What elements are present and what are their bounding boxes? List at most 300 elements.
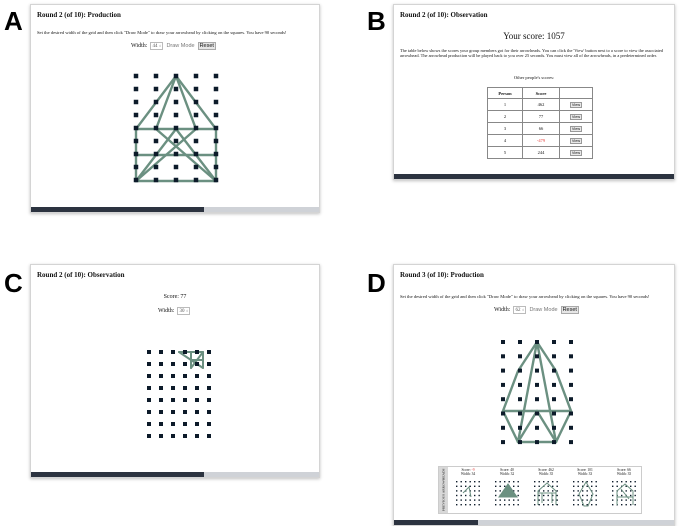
grid-square[interactable] — [159, 410, 163, 414]
thumb-square — [500, 499, 501, 500]
grid-square[interactable] — [159, 398, 163, 402]
thumb-square — [504, 481, 505, 482]
thumb-square — [621, 495, 622, 496]
others-label: Other people's scores: — [513, 75, 555, 80]
grid-square[interactable] — [535, 369, 539, 373]
grid-square[interactable] — [207, 362, 211, 366]
page-title: Round 2 (of 10): Observation — [400, 11, 488, 19]
grid-square[interactable] — [535, 426, 539, 430]
grid-square[interactable] — [501, 354, 505, 358]
grid-square[interactable] — [171, 362, 175, 366]
width-label: Width: — [131, 43, 148, 49]
grid-square[interactable] — [183, 362, 187, 366]
page-title: Round 3 (of 10): Production — [400, 271, 484, 279]
thumb-square — [630, 499, 631, 500]
progress-bar-fill — [394, 520, 478, 525]
thumb-square — [612, 481, 613, 482]
grid-square[interactable] — [159, 374, 163, 378]
playback-grid — [145, 348, 215, 440]
thumb-square — [573, 504, 574, 505]
grid-square[interactable] — [214, 87, 219, 92]
thumb-square — [504, 499, 505, 500]
thumb-square — [587, 481, 588, 482]
grid-square[interactable] — [171, 398, 175, 402]
panel-a-production — [30, 4, 320, 213]
grid-square[interactable] — [552, 412, 556, 416]
grid-square[interactable] — [214, 126, 219, 131]
grid-square[interactable] — [518, 426, 522, 430]
thumb-square — [518, 504, 519, 505]
grid-square[interactable] — [194, 178, 199, 183]
thumb-square — [504, 486, 505, 487]
explanation-text: The table below shows the scores your group members got for their arrowheads. You can click the 'View' button next to a score to view the associated arrowhead. The arrowhead production will be played back to you over 25 seconds. You must view all of the arrowheads, in a predetermined order. — [400, 48, 663, 59]
grid-square[interactable] — [552, 440, 556, 444]
grid-square[interactable] — [214, 165, 219, 170]
grid-square[interactable] — [194, 74, 199, 79]
grid-square[interactable] — [569, 383, 573, 387]
reset-button[interactable]: Reset — [199, 43, 214, 49]
instructions: Set the desired width of the grid and then click "Draw Mode" to draw your arrowhead by clicking on the squares. You have 90 seconds! — [37, 30, 287, 35]
grid-square[interactable] — [195, 398, 199, 402]
thumb-square — [573, 486, 574, 487]
grid-square[interactable] — [552, 340, 556, 344]
width-controls — [494, 306, 579, 314]
grid-square[interactable] — [174, 74, 179, 79]
thumb-square — [578, 499, 579, 500]
grid-square[interactable] — [194, 126, 199, 131]
thumb-square — [635, 499, 636, 500]
draw-mode-button[interactable]: Draw Mode — [529, 307, 558, 313]
thumb-square — [495, 504, 496, 505]
thumb-square — [474, 481, 475, 482]
header-person: Person — [488, 88, 523, 99]
grid-square[interactable] — [174, 126, 179, 131]
grid-square[interactable] — [147, 350, 151, 354]
thumb-square — [626, 490, 627, 491]
progress-bar-fill — [31, 207, 204, 212]
thumb-square — [573, 495, 574, 496]
grid-square[interactable] — [183, 422, 187, 426]
header-view — [560, 88, 593, 99]
label-b: B — [367, 6, 386, 36]
thumb-square — [635, 504, 636, 505]
label-d: D — [367, 268, 386, 298]
thumb-square — [591, 486, 592, 487]
thumb-square — [504, 504, 505, 505]
reset-button[interactable]: Reset — [562, 307, 577, 313]
thumb-square — [626, 499, 627, 500]
thumb-square — [500, 481, 501, 482]
grid-square[interactable] — [183, 374, 187, 378]
width-input[interactable]: 44 ⇕ — [152, 43, 162, 49]
grid-square[interactable] — [501, 369, 505, 373]
grid-square[interactable] — [174, 100, 179, 105]
grid-square[interactable] — [174, 113, 179, 118]
thumb-square — [509, 499, 510, 500]
thumb-square — [630, 504, 631, 505]
table-row: 4 -479 View — [488, 135, 593, 147]
thumb-square — [573, 481, 574, 482]
thumb-1[interactable]: Score: -9 Width: 34 — [460, 468, 476, 477]
view-button[interactable]: View — [571, 103, 581, 107]
thumb-square — [534, 504, 535, 505]
grid-square[interactable] — [171, 350, 175, 354]
thumb-square — [539, 495, 540, 496]
grid-square[interactable] — [174, 165, 179, 170]
thumb-square — [630, 495, 631, 496]
thumb-square — [518, 481, 519, 482]
grid-square[interactable] — [147, 386, 151, 390]
grid-square[interactable] — [207, 398, 211, 402]
thumb-square — [474, 490, 475, 491]
thumb-square — [587, 495, 588, 496]
thumb-square — [500, 504, 501, 505]
grid-square[interactable] — [207, 350, 211, 354]
grid-square[interactable] — [134, 152, 139, 157]
spinner-icon[interactable]: ⇕ — [521, 308, 525, 312]
thumb-square — [548, 504, 549, 505]
thumb-square — [635, 481, 636, 482]
grid-square[interactable] — [159, 386, 163, 390]
thumb-square — [578, 490, 579, 491]
thumb-square — [495, 486, 496, 487]
grid-square[interactable] — [501, 412, 505, 416]
thumb-square — [513, 486, 514, 487]
thumb-square — [456, 504, 457, 505]
grid-square[interactable] — [569, 412, 573, 416]
thumb-square — [509, 481, 510, 482]
thumb-square — [557, 486, 558, 487]
grid-square[interactable] — [154, 87, 159, 92]
grid-square[interactable] — [501, 383, 505, 387]
grid-square[interactable] — [147, 398, 151, 402]
table-row: 3 66 View — [488, 123, 593, 135]
thumb-square — [617, 481, 618, 482]
thumb-square — [465, 495, 466, 496]
thumb-square — [612, 504, 613, 505]
thumb-square — [635, 495, 636, 496]
width-input[interactable]: 62 ⇕ — [515, 307, 525, 313]
thumb-square — [479, 499, 480, 500]
thumb-square — [513, 499, 514, 500]
thumb-square — [461, 495, 462, 496]
grid-square[interactable] — [174, 178, 179, 183]
thumb-square — [548, 499, 549, 500]
grid-square[interactable] — [159, 350, 163, 354]
thumb-square — [543, 504, 544, 505]
grid-square[interactable] — [183, 350, 187, 354]
grid-square[interactable] — [194, 139, 199, 144]
view-button[interactable]: View — [571, 115, 581, 119]
grid-square[interactable] — [194, 100, 199, 105]
thumb-square — [534, 499, 535, 500]
thumb-square — [479, 504, 480, 505]
thumb-square — [539, 499, 540, 500]
grid-square[interactable] — [569, 440, 573, 444]
grid-square[interactable] — [535, 340, 539, 344]
grid-square[interactable] — [214, 139, 219, 144]
thumb-square — [578, 495, 579, 496]
grid-square[interactable] — [501, 397, 505, 401]
thumb-square — [621, 504, 622, 505]
grid-square[interactable] — [195, 434, 199, 438]
grid-square[interactable] — [171, 374, 175, 378]
grid-square[interactable] — [171, 434, 175, 438]
thumb-square — [474, 499, 475, 500]
thumb-square — [461, 490, 462, 491]
grid-square[interactable] — [569, 397, 573, 401]
grid-square[interactable] — [207, 374, 211, 378]
thumb-square — [630, 486, 631, 487]
table-row: 2 77 View — [488, 111, 593, 123]
thumb-2[interactable]: Score: 40 Width: 32 — [499, 468, 515, 477]
thumb-square — [612, 486, 613, 487]
grid-square[interactable] — [154, 165, 159, 170]
grid-square[interactable] — [134, 165, 139, 170]
thumb-5[interactable]: Score: 66 Width: 35 — [616, 468, 632, 477]
grid-square[interactable] — [195, 362, 199, 366]
width-input[interactable]: 30 ⇕ — [179, 308, 189, 314]
thumb-square — [479, 495, 480, 496]
grid-square[interactable] — [134, 113, 139, 118]
grid-square[interactable] — [569, 369, 573, 373]
grid-square[interactable] — [183, 434, 187, 438]
view-button[interactable]: View — [571, 127, 581, 131]
panel-c-observation — [30, 264, 320, 478]
page-title: Round 2 (of 10): Production — [37, 11, 121, 19]
grid-square[interactable] — [194, 113, 199, 118]
thumb-square — [635, 486, 636, 487]
thumb-square — [495, 490, 496, 491]
grid-square[interactable] — [174, 139, 179, 144]
thumb-square — [500, 486, 501, 487]
grid-square[interactable] — [518, 383, 522, 387]
grid-square[interactable] — [518, 440, 522, 444]
spinner-icon[interactable]: ⇕ — [158, 44, 162, 48]
thumb-square — [474, 495, 475, 496]
draw-mode-button[interactable]: Draw Mode — [166, 43, 195, 49]
grid-square[interactable] — [214, 74, 219, 79]
thumb-square — [461, 499, 462, 500]
grid-square[interactable] — [147, 374, 151, 378]
grid-square[interactable] — [134, 74, 139, 79]
thumb-square — [630, 490, 631, 491]
drawing-grid[interactable] — [131, 67, 221, 187]
grid-square[interactable] — [195, 422, 199, 426]
thumb-square — [474, 486, 475, 487]
spinner-icon[interactable]: ⇕ — [185, 309, 189, 313]
thumb-square — [479, 481, 480, 482]
thumb-square — [557, 495, 558, 496]
thumb-square — [621, 499, 622, 500]
grid-square[interactable] — [569, 354, 573, 358]
grid-square[interactable] — [134, 126, 139, 131]
thumb-4[interactable]: Score: 101 Width: 33 — [577, 468, 593, 477]
grid-square[interactable] — [134, 100, 139, 105]
thumb-square — [465, 481, 466, 482]
thumb-square — [543, 490, 544, 491]
grid-square[interactable] — [518, 397, 522, 401]
grid-square[interactable] — [154, 100, 159, 105]
grid-square[interactable] — [174, 87, 179, 92]
thumb-square — [635, 490, 636, 491]
thumb-square — [465, 499, 466, 500]
grid-square[interactable] — [552, 354, 556, 358]
thumb-square — [518, 486, 519, 487]
thumb-square — [456, 486, 457, 487]
page-title: Round 2 (of 10): Observation — [37, 271, 125, 279]
thumb-square — [578, 486, 579, 487]
grid-square[interactable] — [147, 410, 151, 414]
grid-square[interactable] — [195, 410, 199, 414]
grid-square[interactable] — [535, 354, 539, 358]
grid-square[interactable] — [147, 434, 151, 438]
panel-d-production — [393, 264, 675, 526]
thumb-square — [479, 486, 480, 487]
grid-square[interactable] — [214, 100, 219, 105]
grid-square[interactable] — [535, 397, 539, 401]
thumb-square — [500, 490, 501, 491]
view-button[interactable]: View — [571, 151, 581, 155]
progress-bar-fill — [31, 472, 204, 477]
thumb-square — [495, 481, 496, 482]
thumb-square — [470, 486, 471, 487]
grid-square[interactable] — [154, 178, 159, 183]
grid-square[interactable] — [171, 422, 175, 426]
thumb-square — [557, 490, 558, 491]
thumb-square — [539, 486, 540, 487]
grid-square[interactable] — [207, 422, 211, 426]
grid-square[interactable] — [195, 386, 199, 390]
grid-square[interactable] — [535, 440, 539, 444]
grid-square[interactable] — [552, 369, 556, 373]
grid-square[interactable] — [159, 422, 163, 426]
thumb-square — [461, 504, 462, 505]
grid-square[interactable] — [207, 386, 211, 390]
grid-square[interactable] — [518, 354, 522, 358]
thumb-square — [509, 504, 510, 505]
width-label: Width: — [494, 307, 511, 313]
thumb-square — [534, 481, 535, 482]
thumb-square — [456, 481, 457, 482]
thumb-square — [591, 499, 592, 500]
thumb-square — [626, 481, 627, 482]
grid-square[interactable] — [147, 362, 151, 366]
score-label: Score: 77 — [163, 294, 187, 300]
thumb-square — [557, 499, 558, 500]
thumb-square — [612, 499, 613, 500]
grid-square[interactable] — [569, 340, 573, 344]
grid-square[interactable] — [134, 139, 139, 144]
label-c: C — [4, 268, 23, 298]
grid-square[interactable] — [183, 398, 187, 402]
thumb-square — [582, 495, 583, 496]
grid-square[interactable] — [214, 113, 219, 118]
thumb-3[interactable]: Score: 462 Width: 35 — [538, 468, 554, 477]
grid-square[interactable] — [518, 369, 522, 373]
grid-square[interactable] — [501, 440, 505, 444]
grid-square[interactable] — [214, 152, 219, 157]
thumb-square — [552, 481, 553, 482]
grid-square[interactable] — [147, 422, 151, 426]
grid-square[interactable] — [171, 386, 175, 390]
grid-square[interactable] — [171, 410, 175, 414]
grid-square[interactable] — [214, 178, 219, 183]
thumb-square — [612, 495, 613, 496]
grid-square[interactable] — [183, 410, 187, 414]
grid-square[interactable] — [552, 383, 556, 387]
thumb-square — [573, 490, 574, 491]
grid-square[interactable] — [569, 426, 573, 430]
thumb-square — [596, 504, 597, 505]
thumb-square — [465, 486, 466, 487]
grid-square[interactable] — [154, 74, 159, 79]
grid-square[interactable] — [134, 178, 139, 183]
thumb-square — [626, 504, 627, 505]
grid-square[interactable] — [183, 386, 187, 390]
grid-square[interactable] — [207, 434, 211, 438]
thumb-square — [539, 481, 540, 482]
thumb-square — [495, 495, 496, 496]
progress-bar-fill — [394, 174, 674, 179]
view-button[interactable]: View — [571, 139, 581, 143]
grid-square[interactable] — [518, 340, 522, 344]
thumb-square — [513, 504, 514, 505]
grid-square[interactable] — [154, 152, 159, 157]
thumb-square — [543, 495, 544, 496]
width-controls — [131, 42, 216, 50]
grid-square[interactable] — [194, 165, 199, 170]
thumb-square — [612, 490, 613, 491]
thumb-square — [573, 499, 574, 500]
thumb-square — [578, 504, 579, 505]
grid-square[interactable] — [154, 126, 159, 131]
grid-square[interactable] — [195, 374, 199, 378]
grid-square[interactable] — [154, 139, 159, 144]
thumb-square — [548, 490, 549, 491]
table-row: 1 462 View — [488, 99, 593, 111]
grid-square[interactable] — [501, 340, 505, 344]
grid-square[interactable] — [207, 410, 211, 414]
thumb-square — [596, 495, 597, 496]
thumb-square — [596, 486, 597, 487]
thumb-square — [474, 504, 475, 505]
instructions: Set the desired width of the grid and then click "Draw Mode" to draw your arrowhead by clicking on the squares. You have 90 seconds! — [400, 294, 650, 299]
grid-square[interactable] — [174, 152, 179, 157]
thumb-square — [596, 490, 597, 491]
grid-square[interactable] — [535, 383, 539, 387]
grid-square[interactable] — [195, 350, 199, 354]
grid-square[interactable] — [501, 426, 505, 430]
thumb-square — [596, 481, 597, 482]
thumb-square — [513, 481, 514, 482]
thumb-square — [552, 486, 553, 487]
grid-square[interactable] — [194, 152, 199, 157]
grid-square[interactable] — [159, 434, 163, 438]
grid-square[interactable] — [194, 87, 199, 92]
grid-square[interactable] — [154, 113, 159, 118]
thumb-square — [495, 499, 496, 500]
drawing-grid[interactable] — [500, 339, 582, 451]
grid-square[interactable] — [159, 362, 163, 366]
grid-square[interactable] — [535, 412, 539, 416]
grid-square[interactable] — [552, 426, 556, 430]
grid-square[interactable] — [518, 412, 522, 416]
thumb-square — [539, 504, 540, 505]
thumb-square — [587, 490, 588, 491]
grid-square[interactable] — [134, 87, 139, 92]
grid-square[interactable] — [552, 397, 556, 401]
